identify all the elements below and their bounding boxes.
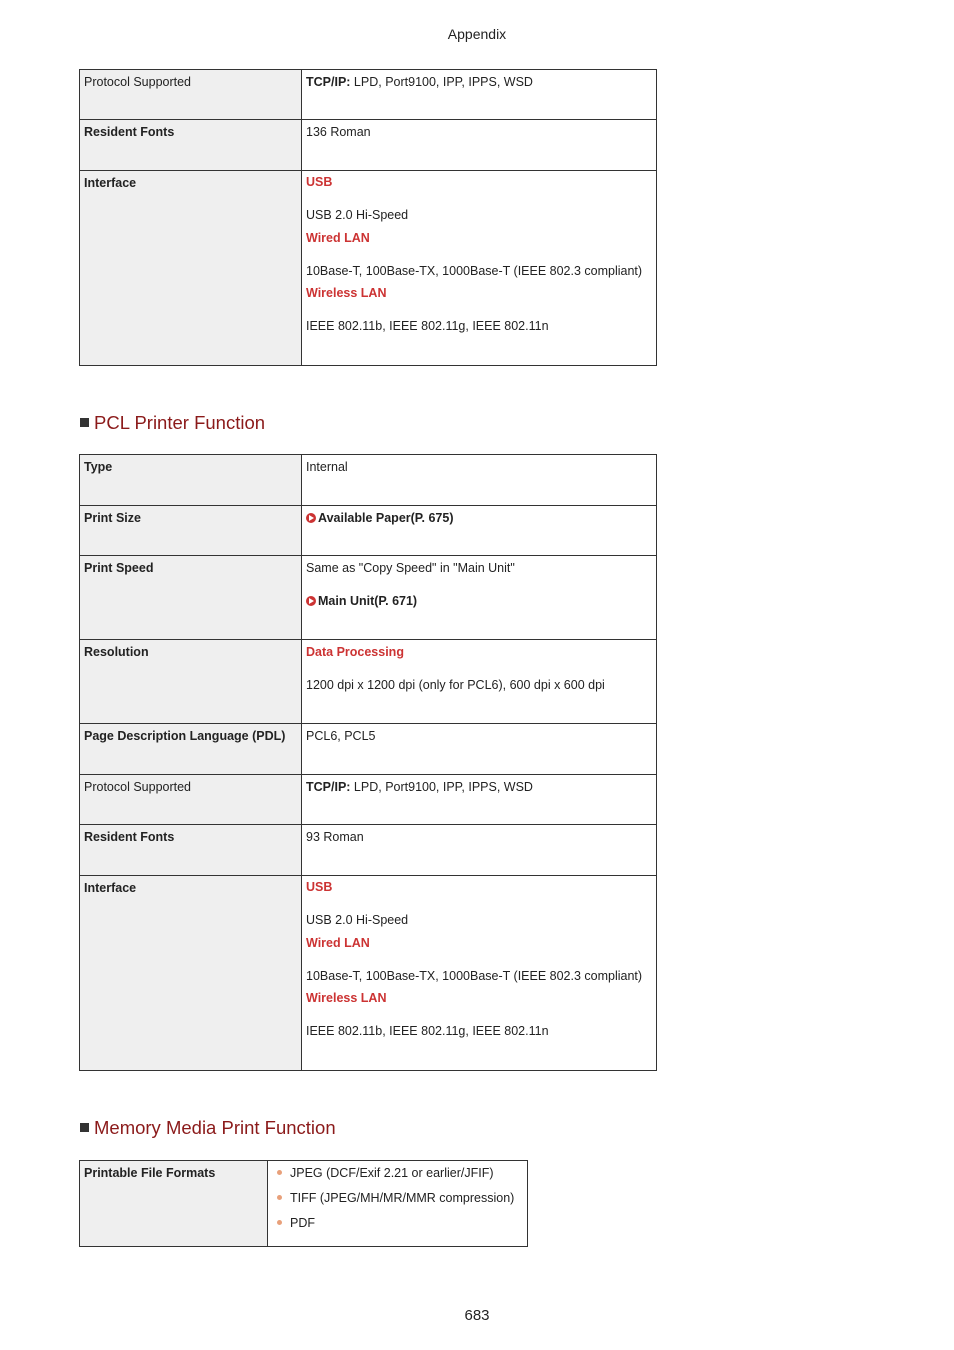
row-value (302, 556, 657, 640)
row-label: Resident Fonts (80, 825, 302, 876)
wireless-lan-value: IEEE 802.11b, IEEE 802.11g, IEEE 802.11n (306, 1024, 549, 1038)
square-bullet-icon (80, 1123, 89, 1132)
table-row (80, 640, 657, 724)
wireless-lan-heading: Wireless LAN (306, 286, 387, 300)
print-speed-value: Same as "Copy Speed" in "Main Unit" (306, 561, 515, 575)
wireless-lan-heading: Wireless LAN (306, 991, 387, 1005)
list-item: JPEG (DCF/Exif 2.21 or earlier/JFIF) (272, 1165, 523, 1190)
list-item: TIFF (JPEG/MH/MR/MMR compression) (272, 1190, 523, 1215)
arrow-circle-icon (306, 596, 316, 606)
wired-lan-heading: Wired LAN (306, 231, 370, 245)
table-row (80, 825, 657, 876)
memory-media-spec-table (79, 1160, 528, 1247)
row-value (302, 775, 657, 825)
row-label: Resolution (80, 640, 302, 724)
arrow-circle-icon (306, 513, 316, 523)
network-spec-table (79, 69, 657, 366)
usb-value: USB 2.0 Hi-Speed (306, 208, 409, 222)
row-label: Protocol Supported (80, 775, 302, 825)
row-value (302, 876, 657, 1071)
row-value (302, 506, 657, 556)
main-unit-link[interactable]: Main Unit(P. 671) (306, 593, 652, 610)
available-paper-link[interactable]: Available Paper(P. 675) (306, 511, 454, 525)
row-label: Resident Fonts (80, 120, 302, 171)
row-value (302, 171, 657, 366)
row-value: PCL6, PCL5 (302, 724, 657, 775)
row-value (302, 70, 657, 120)
wired-lan-value: 10Base-T, 100Base-TX, 1000Base-T (IEEE 802.3 compliant) (306, 969, 643, 983)
row-label: Print Size (80, 506, 302, 556)
wired-lan-heading: Wired LAN (306, 936, 370, 950)
row-value: 136 Roman (302, 120, 657, 171)
protocol-list: LPD, Port9100, IPP, IPPS, WSD (350, 780, 533, 794)
row-value (268, 1161, 528, 1247)
table-row (80, 775, 657, 825)
row-label: Printable File Formats (80, 1161, 268, 1247)
row-value (302, 640, 657, 724)
usb-heading: USB (306, 880, 333, 894)
square-bullet-icon (80, 418, 89, 427)
file-format-list (272, 1165, 523, 1240)
pcl-spec-table (79, 454, 657, 1071)
row-label: Type (80, 455, 302, 506)
table-row (80, 724, 657, 775)
protocol-list: LPD, Port9100, IPP, IPPS, WSD (350, 75, 533, 89)
wireless-lan-value: IEEE 802.11b, IEEE 802.11g, IEEE 802.11n (306, 319, 549, 333)
protocol-prefix: TCP/IP: (306, 780, 351, 794)
table-row (80, 171, 657, 366)
row-value: Internal (302, 455, 657, 506)
table-row (80, 455, 657, 506)
usb-heading: USB (306, 175, 333, 189)
section-title-pcl: PCL Printer Function (80, 412, 265, 434)
row-label: Page Description Language (PDL) (80, 724, 302, 775)
bullet-icon (277, 1220, 282, 1225)
bullet-icon (277, 1170, 282, 1175)
table-row (80, 876, 657, 1071)
page-number: 683 (464, 1307, 490, 1324)
row-label: Protocol Supported (80, 70, 302, 120)
table-row (80, 556, 657, 640)
table-row (80, 70, 657, 120)
bullet-icon (277, 1195, 282, 1200)
section-title-memory-media: Memory Media Print Function (80, 1117, 336, 1139)
list-item: PDF (272, 1215, 523, 1240)
page-header: Appendix (447, 26, 507, 42)
row-label: Interface (80, 876, 302, 1071)
wired-lan-value: 10Base-T, 100Base-TX, 1000Base-T (IEEE 802.3 compliant) (306, 264, 643, 278)
usb-value: USB 2.0 Hi-Speed (306, 913, 409, 927)
row-label: Print Speed (80, 556, 302, 640)
protocol-prefix: TCP/IP: (306, 75, 351, 89)
table-row (80, 506, 657, 556)
data-processing-heading: Data Processing (306, 645, 404, 659)
row-value: 93 Roman (302, 825, 657, 876)
table-row (80, 120, 657, 171)
resolution-value: 1200 dpi x 1200 dpi (only for PCL6), 600 dpi x 600 dpi (306, 678, 605, 692)
row-label: Interface (80, 171, 302, 366)
table-row (80, 1161, 528, 1247)
